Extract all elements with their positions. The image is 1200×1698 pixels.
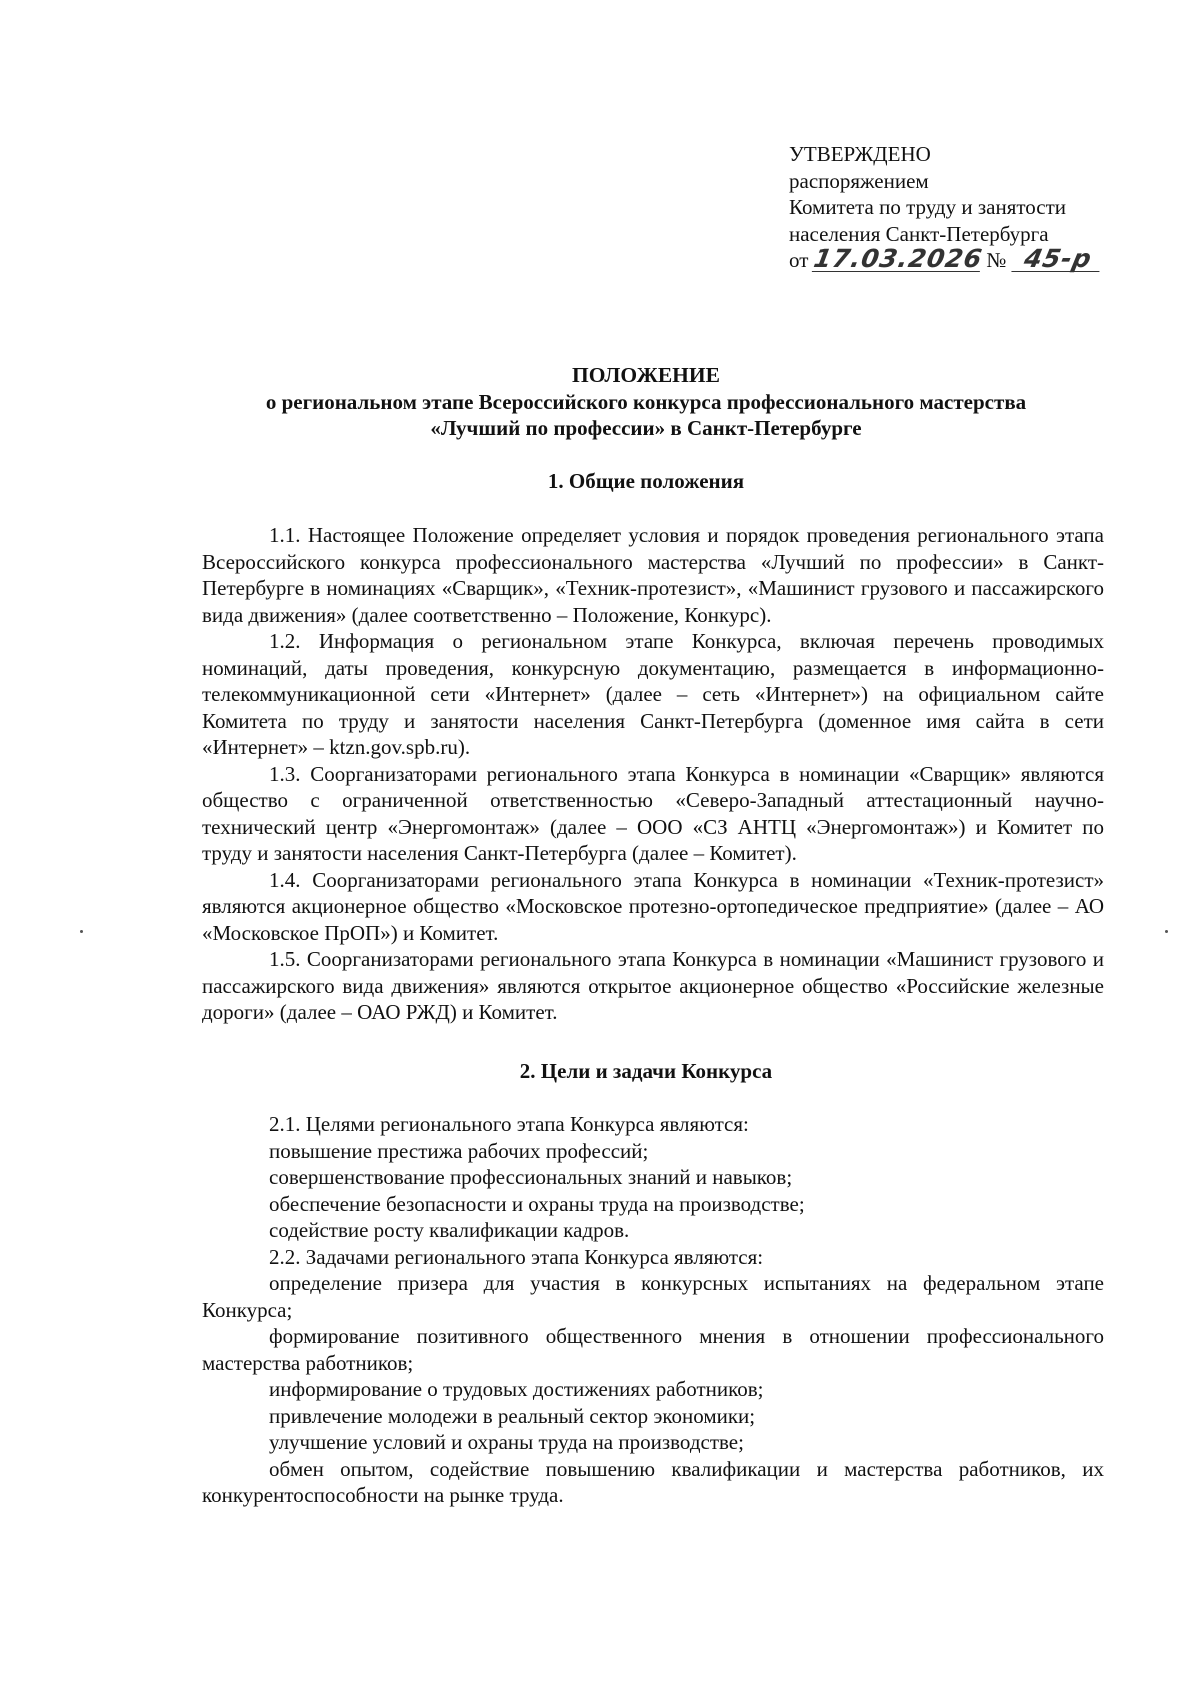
- goal-item: содействие росту квалификации кадров.: [269, 1218, 630, 1242]
- paragraph-1-5: 1.5. Соорганизаторами регионального этапа Конкурса в номинации «Машинист грузового и пассажирского вида движения» являются открытое акционерное общество «Российские железные дороги» (далее – ОАО РЖД) и Комитет.: [202, 947, 1104, 1024]
- task-item: привлечение молодежи в реальный сектор экономики;: [269, 1403, 756, 1428]
- task-item: улучшение условий и охраны труда на производстве;: [269, 1430, 744, 1454]
- goal-item: совершенствование профессиональных знаний и навыков;: [269, 1165, 793, 1189]
- approval-label: УТВЕРЖДЕНО: [789, 142, 931, 166]
- approval-line-1: распоряжением: [789, 168, 929, 193]
- document-title: [200, 362, 1092, 442]
- task-item: обмен опытом, содействие повышению квалификации и мастерства работников, их конкурентоспособности на рынке труда.: [202, 1456, 1104, 1507]
- tasks-intro: 2.2. Задачами регионального этапа Конкурса являются:: [269, 1244, 764, 1269]
- date-prefix: от: [789, 248, 809, 272]
- scan-speck-left: [80, 930, 83, 933]
- approval-line-2: Комитета по труду и занятости: [789, 195, 1067, 219]
- number-prefix: №: [986, 248, 1007, 272]
- paragraph-1-3: 1.3. Соорганизаторами регионального этапа Конкурса в номинации «Сварщик» являются общество с ограниченной ответственностью «Северо-Западный аттестационный научно-технический центр «Энергомонтаж» (далее – ООО «СЗ АНТЦ «Энергомонтаж») и Комитет по труду и занятости населения Санкт-Петербурга (далее – Комитет).: [202, 761, 1104, 865]
- goal-item: обеспечение безопасности и охраны труда на производстве;: [269, 1191, 805, 1216]
- approval-date-number: [789, 244, 1129, 274]
- task-item: определение призера для участия в конкурсных испытаниях на федеральном этапе Конкурса;: [202, 1271, 1104, 1322]
- section-2-heading: 2. Цели и задачи Конкурса: [519, 1059, 773, 1083]
- handwritten-number: 45-р: [1012, 247, 1105, 272]
- goal-item: повышение престижа рабочих профессий;: [269, 1138, 649, 1163]
- paragraph-1-1: 1.1. Настоящее Положение определяет условия и порядок проведения регионального этапа Всероссийского конкурса профессионального мастерства «Лучший по профессии» в Санкт-Петербурге в номинациях «Сварщик», «Техник-протезист», «Машинист грузового и пассажирского вида движения» (далее соответственно – Положение, Конкурс).: [202, 523, 1104, 627]
- task-item: формирование позитивного общественного мнения в отношении профессионального мастерства работников;: [202, 1324, 1104, 1375]
- title-line-2: «Лучший по профессии» в Санкт-Петербурге: [430, 416, 862, 440]
- section-1-heading: 1. Общие положения: [547, 469, 745, 493]
- section-1-body: [202, 522, 1104, 1026]
- goals-intro: 2.1. Целями регионального этапа Конкурса являются:: [269, 1112, 749, 1136]
- scan-speck-right: [1165, 930, 1168, 933]
- approval-line-3: населения Санкт-Петербурга: [789, 221, 1049, 246]
- title-line-1: о региональном этапе Всероссийского конкурса профессионального мастерства: [265, 389, 1027, 414]
- section-2-body: [202, 1111, 1104, 1509]
- paragraph-1-2: 1.2. Информация о региональном этапе Конкурса, включая перечень проводимых номинаций, даты проведения, конкурсную документацию, размещается в информационно-телекоммуникационной сети «Интернет» (далее – сеть «Интернет») на официальном сайте Комитета по труду и занятости населения Санкт-Петербурга (доменное имя сайта в сети «Интернет» – ktzn.gov.spb.ru).: [202, 629, 1104, 759]
- handwritten-date: 17.03.2026: [812, 244, 986, 273]
- paragraph-1-4: 1.4. Соорганизаторами регионального этапа Конкурса в номинации «Техник-протезист» являются акционерное общество «Московское протезно-ортопедическое предприятие» (далее – АО «Московское ПрОП») и Комитет.: [202, 867, 1104, 945]
- task-item: информирование о трудовых достижениях работников;: [269, 1377, 764, 1401]
- title-heading: ПОЛОЖЕНИЕ: [572, 363, 720, 387]
- approval-stamp: [789, 141, 1129, 274]
